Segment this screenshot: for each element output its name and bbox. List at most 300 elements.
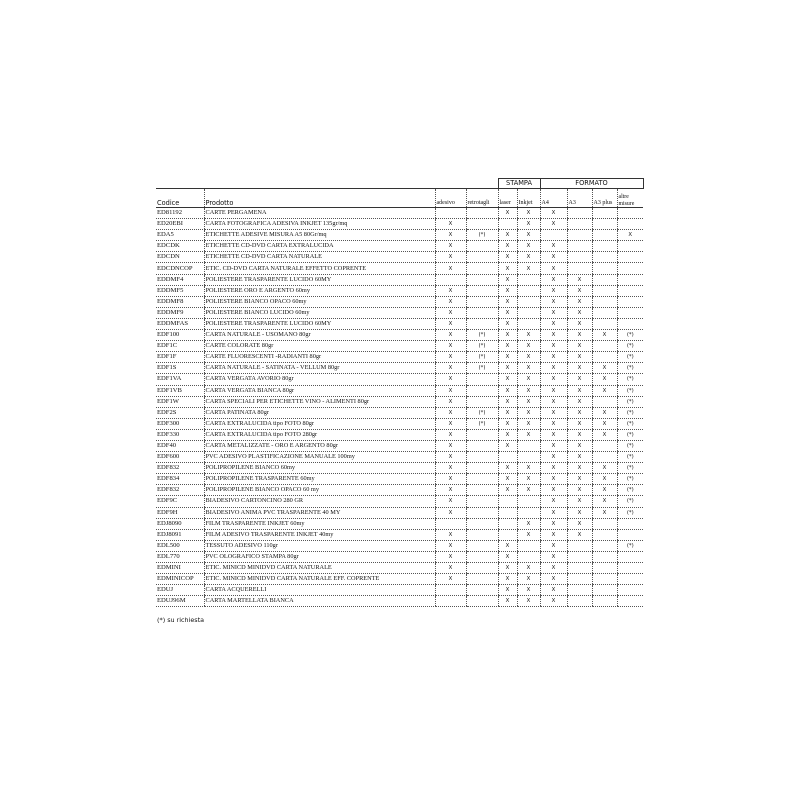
cell-a3plus: X bbox=[592, 374, 617, 385]
table-row bbox=[156, 285, 643, 296]
cell-inkjet bbox=[517, 296, 540, 307]
cell-altre: (*) bbox=[617, 374, 643, 385]
cell-inkjet: X bbox=[517, 241, 540, 252]
cell-inkjet: X bbox=[517, 518, 540, 529]
cell-a3: X bbox=[567, 485, 592, 496]
cell-a3: X bbox=[567, 440, 592, 451]
cell-a3plus bbox=[592, 252, 617, 263]
cell-inkjet bbox=[517, 318, 540, 329]
cell-a4: X bbox=[540, 385, 567, 396]
cell-a3plus: X bbox=[592, 418, 617, 429]
cell-laser: X bbox=[498, 585, 517, 596]
cell-prodotto: CARTA VERGATA BIANCA 80gr bbox=[204, 385, 435, 396]
cell-a3plus bbox=[592, 440, 617, 451]
cell-retrotagli bbox=[466, 263, 498, 274]
cell-a3: X bbox=[567, 341, 592, 352]
table-row bbox=[156, 330, 643, 341]
cell-laser: X bbox=[498, 241, 517, 252]
cell-codice: EDMINI bbox=[156, 563, 204, 574]
cell-adesivo bbox=[435, 274, 466, 285]
cell-a3plus bbox=[592, 529, 617, 540]
cell-codice: EDF300 bbox=[156, 418, 204, 429]
cell-retrotagli bbox=[466, 208, 498, 219]
table-row bbox=[156, 518, 643, 529]
cell-laser: X bbox=[498, 551, 517, 562]
cell-inkjet: X bbox=[517, 385, 540, 396]
table-row bbox=[156, 563, 643, 574]
cell-altre bbox=[617, 296, 643, 307]
cell-codice: EDL770 bbox=[156, 551, 204, 562]
cell-retrotagli bbox=[466, 274, 498, 285]
cell-a3plus bbox=[592, 574, 617, 585]
cell-laser bbox=[498, 496, 517, 507]
table-row bbox=[156, 274, 643, 285]
cell-a3: X bbox=[567, 307, 592, 318]
cell-a3plus bbox=[592, 263, 617, 274]
cell-retrotagli bbox=[466, 463, 498, 474]
cell-prodotto: CARTE COLORATE 80gr bbox=[204, 341, 435, 352]
cell-altre: (*) bbox=[617, 341, 643, 352]
cell-a3plus bbox=[592, 307, 617, 318]
cell-inkjet: X bbox=[517, 219, 540, 230]
cell-a3plus: X bbox=[592, 407, 617, 418]
cell-inkjet bbox=[517, 440, 540, 451]
cell-inkjet: X bbox=[517, 396, 540, 407]
cell-a4: X bbox=[540, 296, 567, 307]
cell-prodotto: CARTA METALIZZATE - ORO E ARGENTO 80gr bbox=[204, 440, 435, 451]
cell-laser: X bbox=[498, 396, 517, 407]
table-row bbox=[156, 551, 643, 562]
cell-codice: EDF1W bbox=[156, 396, 204, 407]
cell-retrotagli bbox=[466, 507, 498, 518]
cell-altre: (*) bbox=[617, 407, 643, 418]
cell-codice: EDDMF8 bbox=[156, 296, 204, 307]
cell-a4: X bbox=[540, 352, 567, 363]
cell-adesivo bbox=[435, 208, 466, 219]
cell-laser: X bbox=[498, 363, 517, 374]
cell-inkjet: X bbox=[517, 563, 540, 574]
cell-adesivo: X bbox=[435, 385, 466, 396]
cell-retrotagli bbox=[466, 429, 498, 440]
cell-inkjet: X bbox=[517, 352, 540, 363]
cell-altre bbox=[617, 318, 643, 329]
column-header-a3: A3 bbox=[567, 189, 592, 208]
column-header-laser: laser bbox=[498, 189, 517, 208]
cell-inkjet: X bbox=[517, 429, 540, 440]
table-row bbox=[156, 374, 643, 385]
cell-a3plus bbox=[592, 585, 617, 596]
cell-prodotto: CARTA NATURALE - SATINATA - VELLUM 80gr bbox=[204, 363, 435, 374]
cell-retrotagli bbox=[466, 529, 498, 540]
cell-a4: X bbox=[540, 485, 567, 496]
group-header-formato: FORMATO bbox=[540, 179, 643, 189]
cell-a3 bbox=[567, 551, 592, 562]
cell-inkjet: X bbox=[517, 596, 540, 607]
column-header-prodotto: Prodotto bbox=[204, 189, 435, 208]
cell-altre: (*) bbox=[617, 440, 643, 451]
table-row bbox=[156, 252, 643, 263]
cell-a3plus: X bbox=[592, 463, 617, 474]
column-header-a4: A4 bbox=[540, 189, 567, 208]
table-row bbox=[156, 540, 643, 551]
cell-adesivo: X bbox=[435, 429, 466, 440]
cell-a3: X bbox=[567, 274, 592, 285]
cell-prodotto: ETICHETTE CD-DVD CARTA EXTRALUCIDA bbox=[204, 241, 435, 252]
cell-a3plus bbox=[592, 219, 617, 230]
cell-laser: X bbox=[498, 440, 517, 451]
cell-codice: EDUJ bbox=[156, 585, 204, 596]
cell-adesivo: X bbox=[435, 252, 466, 263]
cell-prodotto: CARTA EXTRALUCIDA tipo FOTO 80gr bbox=[204, 418, 435, 429]
cell-laser: X bbox=[498, 540, 517, 551]
cell-a3plus: X bbox=[592, 385, 617, 396]
table-row bbox=[156, 585, 643, 596]
cell-adesivo: X bbox=[435, 341, 466, 352]
table-row bbox=[156, 396, 643, 407]
cell-codice: EDF1S bbox=[156, 363, 204, 374]
table-row bbox=[156, 341, 643, 352]
cell-a3plus bbox=[592, 241, 617, 252]
cell-a4: X bbox=[540, 241, 567, 252]
cell-codice: ED81192 bbox=[156, 208, 204, 219]
cell-a4: X bbox=[540, 540, 567, 551]
cell-prodotto: FILM ADESIVO TRASPARENTE INKJET 40my bbox=[204, 529, 435, 540]
cell-laser: X bbox=[498, 263, 517, 274]
table-row bbox=[156, 496, 643, 507]
cell-a4: X bbox=[540, 429, 567, 440]
cell-adesivo: X bbox=[435, 407, 466, 418]
cell-a4: X bbox=[540, 518, 567, 529]
cell-retrotagli bbox=[466, 596, 498, 607]
cell-a3: X bbox=[567, 407, 592, 418]
cell-a4: X bbox=[540, 263, 567, 274]
table-row bbox=[156, 452, 643, 463]
cell-altre: (*) bbox=[617, 474, 643, 485]
cell-inkjet bbox=[517, 540, 540, 551]
cell-a3: X bbox=[567, 374, 592, 385]
cell-laser: X bbox=[498, 596, 517, 607]
cell-codice: EDCDNCOP bbox=[156, 263, 204, 274]
cell-a4: X bbox=[540, 507, 567, 518]
cell-inkjet: X bbox=[517, 330, 540, 341]
cell-inkjet: X bbox=[517, 463, 540, 474]
cell-altre: X bbox=[617, 230, 643, 241]
cell-altre: (*) bbox=[617, 485, 643, 496]
cell-a3 bbox=[567, 263, 592, 274]
cell-laser: X bbox=[498, 563, 517, 574]
cell-adesivo: X bbox=[435, 496, 466, 507]
cell-a3plus bbox=[592, 596, 617, 607]
cell-adesivo: X bbox=[435, 374, 466, 385]
cell-adesivo: X bbox=[435, 396, 466, 407]
cell-a3plus bbox=[592, 452, 617, 463]
table-row bbox=[156, 208, 643, 219]
cell-altre: (*) bbox=[617, 496, 643, 507]
cell-retrotagli bbox=[466, 496, 498, 507]
cell-altre: (*) bbox=[617, 330, 643, 341]
cell-laser: X bbox=[498, 418, 517, 429]
table-row bbox=[156, 296, 643, 307]
cell-codice: EDF832 bbox=[156, 485, 204, 496]
table-row bbox=[156, 485, 643, 496]
cell-altre: (*) bbox=[617, 540, 643, 551]
cell-adesivo bbox=[435, 518, 466, 529]
group-header-row bbox=[156, 179, 643, 189]
cell-inkjet: X bbox=[517, 341, 540, 352]
cell-laser: X bbox=[498, 274, 517, 285]
cell-a4: X bbox=[540, 596, 567, 607]
cell-inkjet bbox=[517, 507, 540, 518]
cell-prodotto: CARTA NATURALE - USOMANO 80gr bbox=[204, 330, 435, 341]
cell-a4: X bbox=[540, 285, 567, 296]
cell-laser: X bbox=[498, 230, 517, 241]
cell-adesivo: X bbox=[435, 352, 466, 363]
cell-prodotto: BIADESIVO ANIMA PVC TRASPARENTE 40 MY bbox=[204, 507, 435, 518]
cell-retrotagli bbox=[466, 241, 498, 252]
cell-a3: X bbox=[567, 507, 592, 518]
cell-retrotagli: (*) bbox=[466, 230, 498, 241]
cell-prodotto: PVC ADESIVO PLASTIFICAZIONE MANUALE 100my bbox=[204, 452, 435, 463]
product-table-container bbox=[156, 178, 643, 607]
cell-prodotto: POLIPROPILENE BIANCO OPACO 60 my bbox=[204, 485, 435, 496]
cell-prodotto: CARTA PATINATA 80gr bbox=[204, 407, 435, 418]
cell-laser bbox=[498, 507, 517, 518]
cell-retrotagli bbox=[466, 440, 498, 451]
cell-inkjet bbox=[517, 274, 540, 285]
cell-codice: EDF1VA bbox=[156, 374, 204, 385]
cell-a3: X bbox=[567, 418, 592, 429]
cell-prodotto: POLIPROPILENE TRASPARENTE 60my bbox=[204, 474, 435, 485]
cell-codice: EDA5 bbox=[156, 230, 204, 241]
cell-laser: X bbox=[498, 296, 517, 307]
cell-laser: X bbox=[498, 474, 517, 485]
cell-a3plus: X bbox=[592, 474, 617, 485]
cell-a3: X bbox=[567, 429, 592, 440]
cell-retrotagli bbox=[466, 296, 498, 307]
cell-altre bbox=[617, 574, 643, 585]
cell-adesivo: X bbox=[435, 263, 466, 274]
cell-adesivo: X bbox=[435, 330, 466, 341]
cell-adesivo: X bbox=[435, 418, 466, 429]
cell-inkjet: X bbox=[517, 407, 540, 418]
cell-a3plus bbox=[592, 396, 617, 407]
cell-a4: X bbox=[540, 551, 567, 562]
cell-a3plus bbox=[592, 518, 617, 529]
table-row bbox=[156, 352, 643, 363]
cell-a4 bbox=[540, 230, 567, 241]
cell-a4: X bbox=[540, 363, 567, 374]
cell-a3plus: X bbox=[592, 485, 617, 496]
cell-codice: EDF9H bbox=[156, 507, 204, 518]
cell-inkjet bbox=[517, 551, 540, 562]
cell-a3plus: X bbox=[592, 363, 617, 374]
table-row bbox=[156, 363, 643, 374]
table-row bbox=[156, 507, 643, 518]
cell-a3 bbox=[567, 219, 592, 230]
cell-codice: EDMINICOP bbox=[156, 574, 204, 585]
column-header-adesivo: adesivo bbox=[435, 189, 466, 208]
cell-codice: EDF832 bbox=[156, 463, 204, 474]
cell-a3plus bbox=[592, 274, 617, 285]
cell-a3plus: X bbox=[592, 330, 617, 341]
table-body bbox=[156, 208, 643, 607]
cell-a3 bbox=[567, 574, 592, 585]
cell-prodotto: POLIESTERE BIANCO OPACO 60my bbox=[204, 296, 435, 307]
cell-a4: X bbox=[540, 219, 567, 230]
cell-prodotto: POLIPROPILENE BIANCO 60my bbox=[204, 463, 435, 474]
cell-laser: X bbox=[498, 208, 517, 219]
cell-a4: X bbox=[540, 585, 567, 596]
cell-inkjet: X bbox=[517, 363, 540, 374]
table-row bbox=[156, 574, 643, 585]
cell-laser: X bbox=[498, 385, 517, 396]
cell-a4: X bbox=[540, 274, 567, 285]
cell-prodotto: CARTA SPECIALI PER ETICHETTE VINO - ALIMENTI 80gr bbox=[204, 396, 435, 407]
cell-laser: X bbox=[498, 407, 517, 418]
cell-altre bbox=[617, 518, 643, 529]
cell-a3: X bbox=[567, 330, 592, 341]
cell-codice: EDF330 bbox=[156, 429, 204, 440]
cell-a4: X bbox=[540, 396, 567, 407]
cell-retrotagli bbox=[466, 252, 498, 263]
cell-retrotagli bbox=[466, 396, 498, 407]
cell-prodotto: POLIESTERE TRASPARENTE LUCIDO 60MY bbox=[204, 318, 435, 329]
cell-a4: X bbox=[540, 330, 567, 341]
cell-prodotto: FILM TRASPARENTE INKJET 60my bbox=[204, 518, 435, 529]
cell-inkjet: X bbox=[517, 474, 540, 485]
cell-retrotagli: (*) bbox=[466, 407, 498, 418]
cell-a3plus bbox=[592, 352, 617, 363]
cell-adesivo: X bbox=[435, 563, 466, 574]
cell-laser: X bbox=[498, 341, 517, 352]
cell-altre bbox=[617, 585, 643, 596]
table-row bbox=[156, 219, 643, 230]
cell-a4: X bbox=[540, 307, 567, 318]
cell-a3plus: X bbox=[592, 429, 617, 440]
cell-a4: X bbox=[540, 563, 567, 574]
cell-retrotagli bbox=[466, 540, 498, 551]
cell-laser: X bbox=[498, 307, 517, 318]
table-row bbox=[156, 474, 643, 485]
cell-a4: X bbox=[540, 496, 567, 507]
cell-altre bbox=[617, 551, 643, 562]
cell-altre bbox=[617, 563, 643, 574]
cell-altre bbox=[617, 274, 643, 285]
cell-codice: EDJ8090 bbox=[156, 518, 204, 529]
table-row bbox=[156, 307, 643, 318]
cell-adesivo: X bbox=[435, 285, 466, 296]
cell-adesivo bbox=[435, 596, 466, 607]
cell-laser: X bbox=[498, 252, 517, 263]
cell-laser bbox=[498, 518, 517, 529]
cell-laser: X bbox=[498, 318, 517, 329]
cell-adesivo: X bbox=[435, 440, 466, 451]
cell-inkjet: X bbox=[517, 574, 540, 585]
cell-a4: X bbox=[540, 318, 567, 329]
cell-laser: X bbox=[498, 285, 517, 296]
product-table bbox=[156, 178, 644, 607]
table-row bbox=[156, 407, 643, 418]
cell-retrotagli bbox=[466, 563, 498, 574]
column-header-a3plus: A3 plus bbox=[592, 189, 617, 208]
cell-prodotto: CARTA FOTOGRAFICA ADESIVA INKJET 135gr/mq bbox=[204, 219, 435, 230]
cell-altre bbox=[617, 529, 643, 540]
cell-altre: (*) bbox=[617, 463, 643, 474]
cell-codice: EDDMFAS bbox=[156, 318, 204, 329]
cell-retrotagli bbox=[466, 307, 498, 318]
cell-adesivo: X bbox=[435, 485, 466, 496]
cell-prodotto: PVC OLOGRAFICO STAMPA 80gr bbox=[204, 551, 435, 562]
cell-a3plus bbox=[592, 285, 617, 296]
cell-retrotagli: (*) bbox=[466, 341, 498, 352]
cell-retrotagli: (*) bbox=[466, 330, 498, 341]
cell-retrotagli bbox=[466, 318, 498, 329]
cell-laser: X bbox=[498, 352, 517, 363]
cell-a3 bbox=[567, 596, 592, 607]
cell-a3: X bbox=[567, 463, 592, 474]
cell-retrotagli: (*) bbox=[466, 418, 498, 429]
cell-prodotto: TESSUTO ADESIVO 110gr bbox=[204, 540, 435, 551]
group-header-stampa: STAMPA bbox=[498, 179, 540, 189]
cell-inkjet bbox=[517, 496, 540, 507]
cell-altre: (*) bbox=[617, 385, 643, 396]
cell-laser: X bbox=[498, 330, 517, 341]
cell-codice: EDF2S bbox=[156, 407, 204, 418]
cell-a3: X bbox=[567, 452, 592, 463]
cell-adesivo: X bbox=[435, 574, 466, 585]
cell-laser: X bbox=[498, 429, 517, 440]
cell-codice: EDDMF4 bbox=[156, 274, 204, 285]
cell-a4: X bbox=[540, 452, 567, 463]
cell-altre: (*) bbox=[617, 429, 643, 440]
cell-a3: X bbox=[567, 474, 592, 485]
cell-a3: X bbox=[567, 518, 592, 529]
cell-adesivo: X bbox=[435, 551, 466, 562]
cell-a4: X bbox=[540, 574, 567, 585]
cell-a3: X bbox=[567, 496, 592, 507]
cell-prodotto: ETICHETTE CD-DVD CARTA NATURALE bbox=[204, 252, 435, 263]
cell-altre bbox=[617, 263, 643, 274]
cell-a3 bbox=[567, 241, 592, 252]
cell-adesivo: X bbox=[435, 529, 466, 540]
cell-inkjet: X bbox=[517, 252, 540, 263]
cell-laser bbox=[498, 452, 517, 463]
cell-a3plus: X bbox=[592, 507, 617, 518]
cell-prodotto: ETICHETTE ADESIVE MISURA A5 80Gr/mq bbox=[204, 230, 435, 241]
cell-altre bbox=[617, 219, 643, 230]
cell-retrotagli bbox=[466, 485, 498, 496]
table-row bbox=[156, 429, 643, 440]
table-row bbox=[156, 230, 643, 241]
cell-prodotto: CARTA MARTELLATA BIANCA bbox=[204, 596, 435, 607]
cell-a4: X bbox=[540, 407, 567, 418]
table-row bbox=[156, 318, 643, 329]
cell-retrotagli bbox=[466, 374, 498, 385]
cell-prodotto: CARTE PERGAMENA bbox=[204, 208, 435, 219]
cell-altre: (*) bbox=[617, 352, 643, 363]
cell-altre bbox=[617, 596, 643, 607]
cell-adesivo: X bbox=[435, 463, 466, 474]
cell-a4: X bbox=[540, 529, 567, 540]
cell-altre: (*) bbox=[617, 396, 643, 407]
cell-a3 bbox=[567, 585, 592, 596]
column-header-row bbox=[156, 189, 643, 208]
cell-a3: X bbox=[567, 318, 592, 329]
cell-a4: X bbox=[540, 463, 567, 474]
cell-codice: EDF834 bbox=[156, 474, 204, 485]
cell-a3 bbox=[567, 208, 592, 219]
cell-codice: EDF1VB bbox=[156, 385, 204, 396]
